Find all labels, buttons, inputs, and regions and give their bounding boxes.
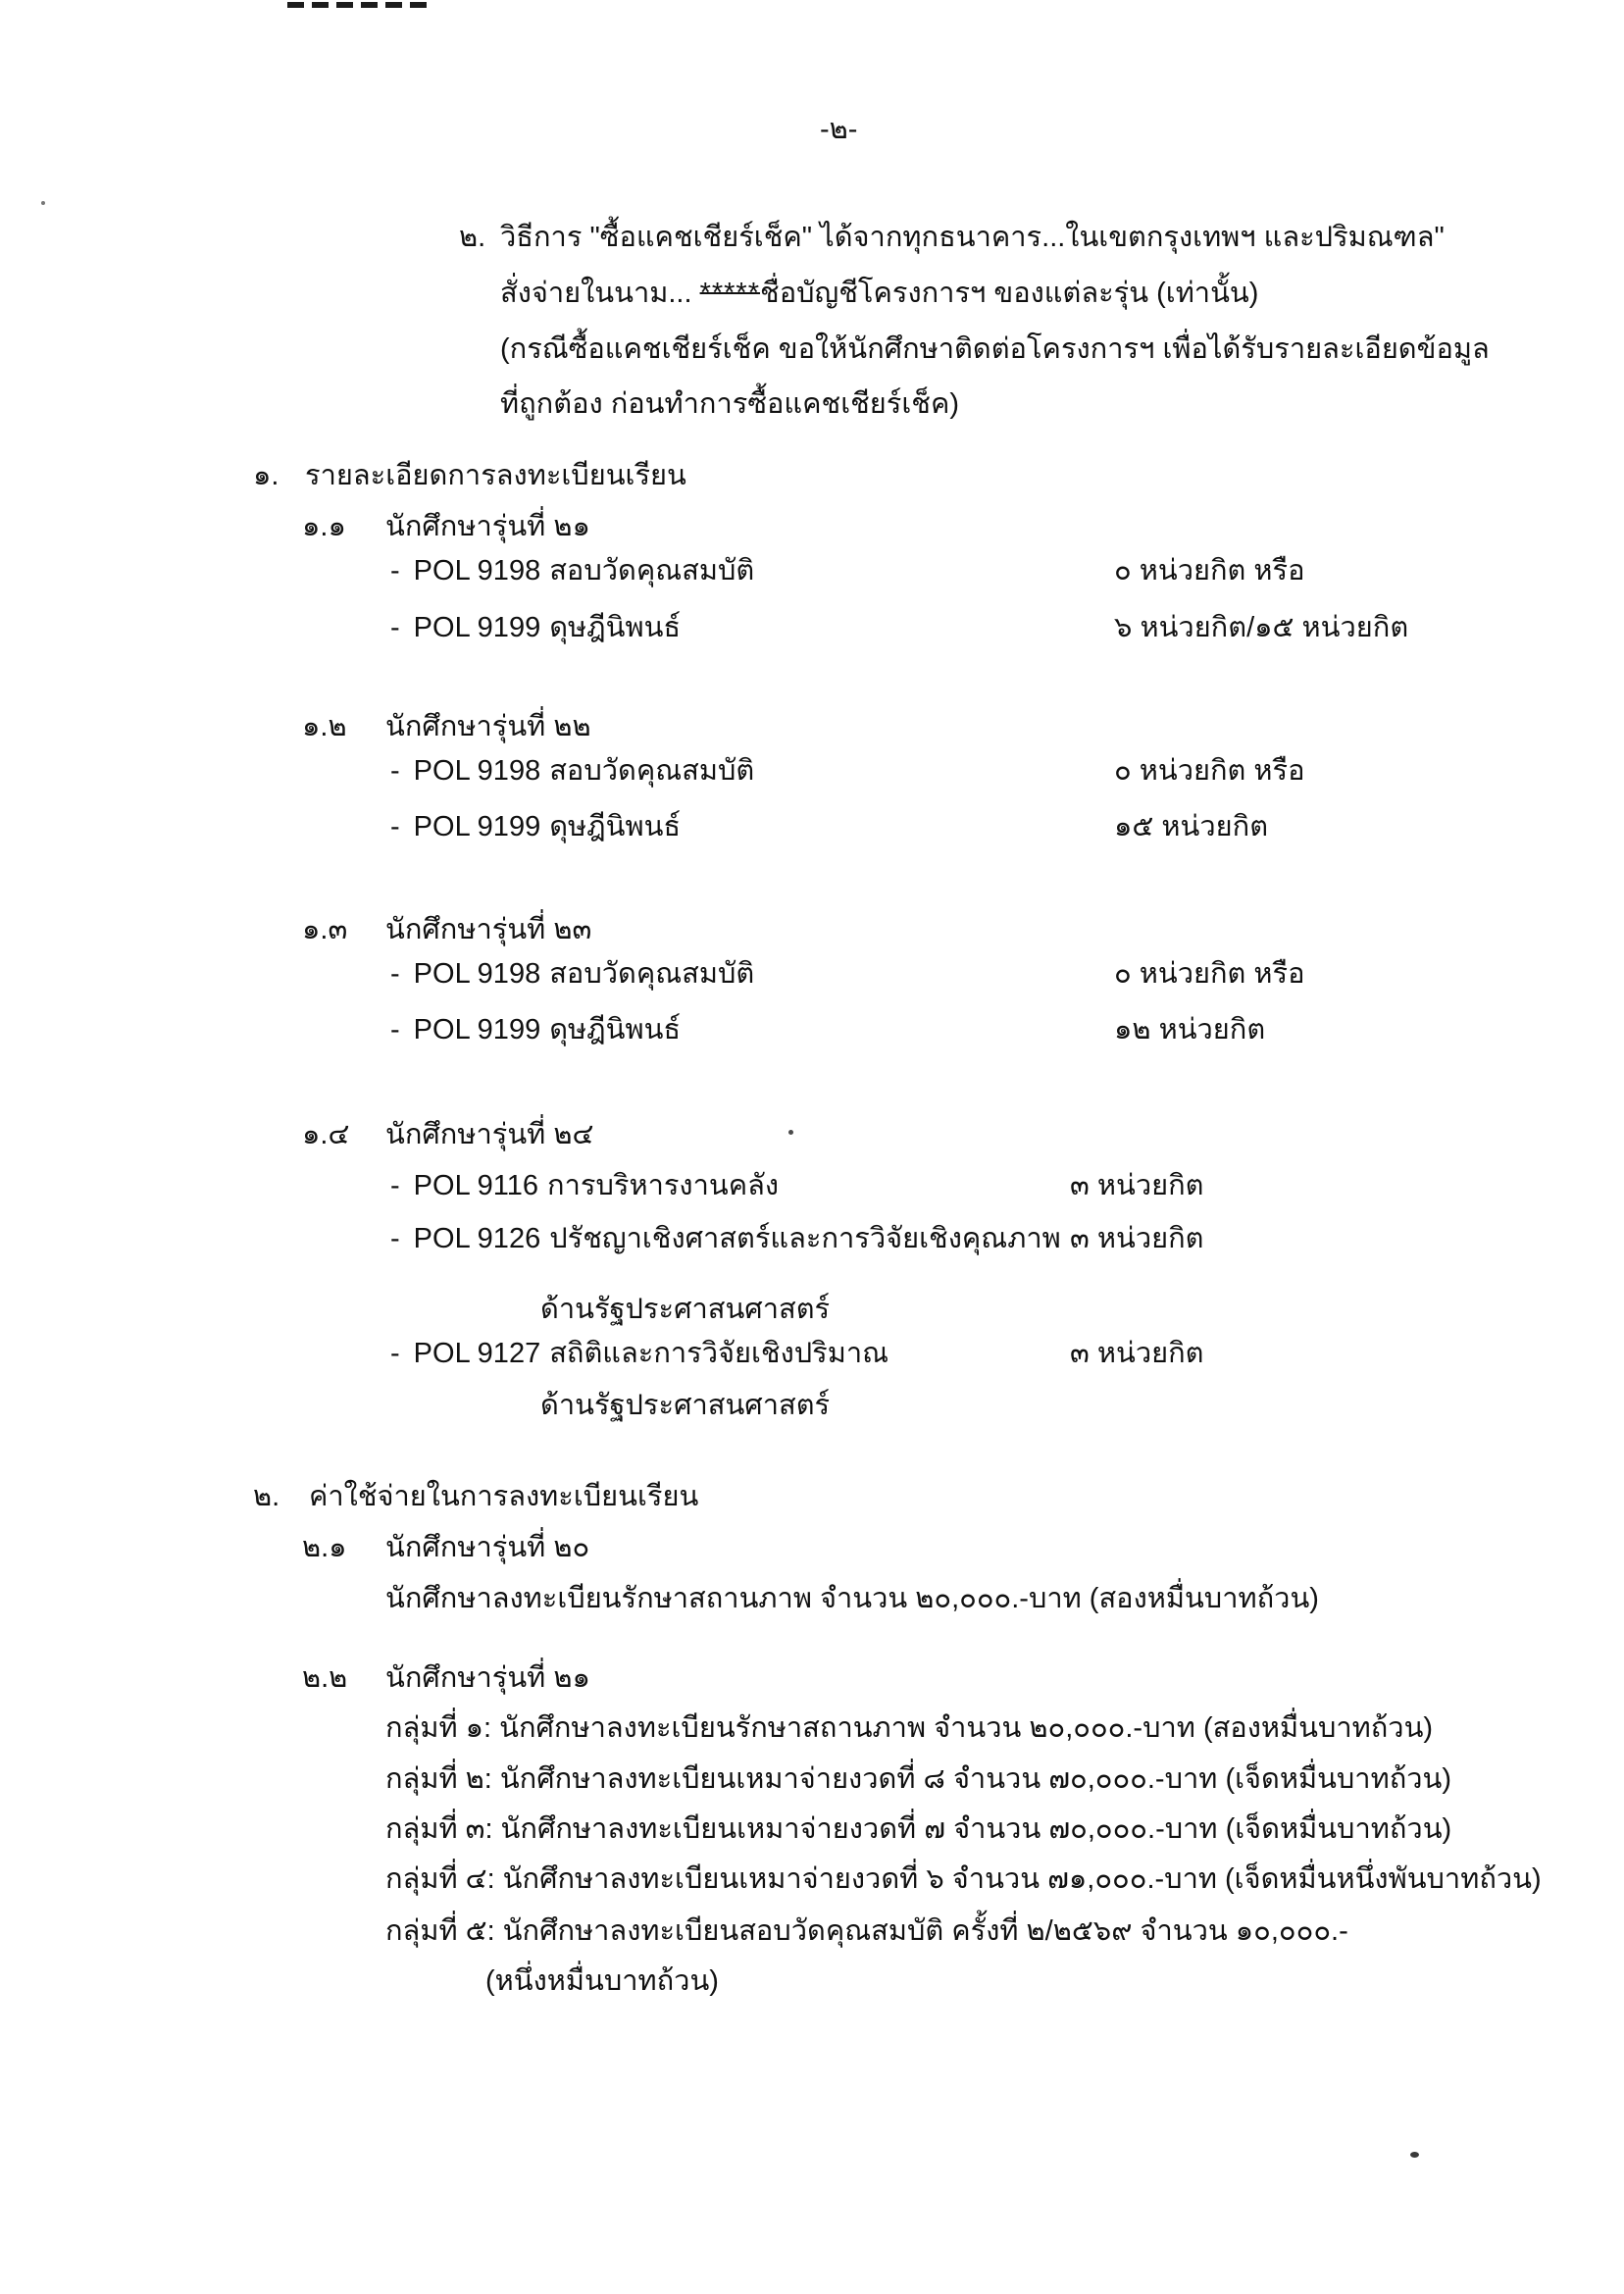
subsection-1-2-number: ๑.๒ [302, 711, 347, 742]
course-name: สอบวัดคุณสมบัติ [549, 958, 755, 990]
course-code: POL 9198 [413, 958, 541, 990]
dash: - [390, 1170, 400, 1201]
course-row [390, 608, 681, 647]
course-row [390, 1010, 681, 1049]
course-code: POL 9198 [413, 555, 541, 586]
course-credits: ๐ หน่วยกิต หรือ [1114, 555, 1305, 586]
section1-title: รายละเอียดการลงทะเบียนเรียน [305, 460, 686, 491]
subsection-1-1-number: ๑.๑ [302, 511, 346, 542]
scan-artifact-speck [1410, 2152, 1419, 2158]
course-code: POL 9116 [413, 1170, 539, 1201]
fee-group-line: กลุ่มที่ ๔: นักศึกษาลงทะเบียนเหมาจ่ายงวดที่ ๖ จำนวน ๗๑,๐๐๐.-บาท (เจ็ดหมื่นหนึ่งพันบาทถ้วน) [385, 1863, 1542, 1895]
subsection-2-1-title: นักศึกษารุ่นที่ ๒๐ [385, 1532, 590, 1563]
course-credits: ๓ หน่วยกิต [1070, 1338, 1204, 1369]
course-name: การบริหารงานคลัง [547, 1170, 780, 1201]
course-name: สอบวัดคุณสมบัติ [549, 555, 755, 586]
course-row [390, 751, 754, 790]
subsection-2-2-number: ๒.๒ [302, 1662, 348, 1694]
course-name: สถิติและการวิจัยเชิงปริมาณ [549, 1338, 889, 1369]
intro-line-4: ที่ถูกต้อง ก่อนทำการซื้อแคชเชียร์เช็ค) [500, 388, 960, 420]
course-credits: ๑๕ หน่วยกิต [1114, 811, 1269, 842]
dash: - [390, 612, 400, 643]
dash: - [390, 958, 400, 990]
course-name: ดุษฎีนิพนธ์ [549, 811, 682, 842]
course-name: สอบวัดคุณสมบัติ [549, 755, 755, 787]
course-code: POL 9199 [413, 612, 541, 643]
dash: - [390, 1338, 400, 1369]
dash: - [390, 755, 400, 787]
course-name: ปรัชญาเชิงศาสตร์และการวิจัยเชิงคุณภาพ [549, 1223, 1061, 1254]
dash: - [390, 811, 400, 842]
subsection-1-1-title: นักศึกษารุ่นที่ ๒๑ [385, 511, 590, 542]
intro-line-2-prefix: สั่งจ่ายในนาม... [500, 278, 700, 309]
course-code: POL 9126 [413, 1223, 541, 1254]
subsection-1-3-title: นักศึกษารุ่นที่ ๒๓ [385, 914, 592, 945]
fee-group-line: กลุ่มที่ ๑: นักศึกษาลงทะเบียนรักษาสถานภาพ จำนวน ๒๐,๐๐๐.-บาท (สองหมื่นบาทถ้วน) [385, 1712, 1434, 1744]
course-row [390, 954, 754, 994]
fee-group-line: กลุ่มที่ ๕: นักศึกษาลงทะเบียนสอบวัดคุณสมบัติ ครั้งที่ ๒/๒๕๖๙ จำนวน ๑๐,๐๐๐.- [385, 1915, 1348, 1947]
course-credits: ๖ หน่วยกิต/๑๕ หน่วยกิต [1114, 612, 1409, 643]
course-row [390, 551, 754, 590]
scan-artifact-top-dashes [287, 2, 434, 8]
course-credits: ๓ หน่วยกิต [1070, 1223, 1204, 1254]
page-number: -๒- [820, 114, 858, 145]
course-code: POL 9199 [413, 1014, 541, 1045]
scan-artifact-dot-left [41, 201, 45, 205]
intro-line-2-rest: ชื่อบัญชีโครงการฯ ของแต่ละรุ่น (เท่านั้น) [760, 278, 1259, 309]
intro-line-3: (กรณีซื้อแคชเชียร์เช็ค ขอให้นักศึกษาติดต่อโครงการฯ เพื่อได้รับรายละเอียดข้อมูล [500, 333, 1490, 365]
fee-line: นักศึกษาลงทะเบียนรักษาสถานภาพ จำนวน ๒๐,๐๐๐.-บาท (สองหมื่นบาทถ้วน) [385, 1583, 1319, 1614]
intro-line-2 [500, 274, 1258, 313]
course-credits: ๐ หน่วยกิต หรือ [1114, 755, 1305, 787]
subsection-1-2-title: นักศึกษารุ่นที่ ๒๒ [385, 711, 591, 742]
subsection-2-1-number: ๒.๑ [302, 1532, 347, 1563]
course-code: POL 9199 [413, 811, 541, 842]
course-name-continuation: ด้านรัฐประศาสนศาสตร์ [540, 1294, 831, 1325]
course-code: POL 9127 [413, 1338, 541, 1369]
course-credits: ๑๒ หน่วยกิต [1114, 1014, 1266, 1045]
scan-artifact-dot [788, 1130, 793, 1135]
course-row [390, 1166, 779, 1205]
intro-line-2-stars: ***** [699, 278, 761, 309]
subsection-1-3-number: ๑.๓ [302, 914, 348, 945]
fee-group-line: กลุ่มที่ ๒: นักศึกษาลงทะเบียนเหมาจ่ายงวดที่ ๘ จำนวน ๗๐,๐๐๐.-บาท (เจ็ดหมื่นบาทถ้วน) [385, 1763, 1452, 1795]
dash: - [390, 555, 400, 586]
course-credits: ๐ หน่วยกิต หรือ [1114, 958, 1305, 990]
dash: - [390, 1223, 400, 1254]
course-name: ดุษฎีนิพนธ์ [549, 612, 682, 643]
section2-number: ๒. [253, 1481, 280, 1512]
subsection-1-4-title: นักศึกษารุ่นที่ ๒๔ [385, 1119, 594, 1150]
fee-group-closing-line: (หนึ่งหมื่นบาทถ้วน) [485, 1965, 719, 1997]
intro-item-number: ๒. [459, 222, 486, 253]
course-row [390, 1219, 1061, 1258]
section1-number: ๑. [253, 460, 279, 491]
subsection-1-4-number: ๑.๔ [302, 1119, 350, 1150]
intro-line-1: วิธีการ "ซื้อแคชเชียร์เช็ค" ได้จากทุกธนาคาร...ในเขตกรุงเทพฯ และปริมณฑล" [500, 222, 1445, 253]
course-credits: ๓ หน่วยกิต [1070, 1170, 1204, 1201]
course-code: POL 9198 [413, 755, 541, 787]
fee-group-line: กลุ่มที่ ๓: นักศึกษาลงทะเบียนเหมาจ่ายงวดที่ ๗ จำนวน ๗๐,๐๐๐.-บาท (เจ็ดหมื่นบาทถ้วน) [385, 1813, 1452, 1845]
course-row [390, 807, 681, 846]
subsection-2-2-title: นักศึกษารุ่นที่ ๒๑ [385, 1662, 590, 1694]
course-row [390, 1334, 888, 1373]
course-name-continuation: ด้านรัฐประศาสนศาสตร์ [540, 1390, 831, 1421]
dash: - [390, 1014, 400, 1045]
course-name: ดุษฎีนิพนธ์ [549, 1014, 682, 1045]
section2-title: ค่าใช้จ่ายในการลงทะเบียนเรียน [309, 1481, 699, 1512]
